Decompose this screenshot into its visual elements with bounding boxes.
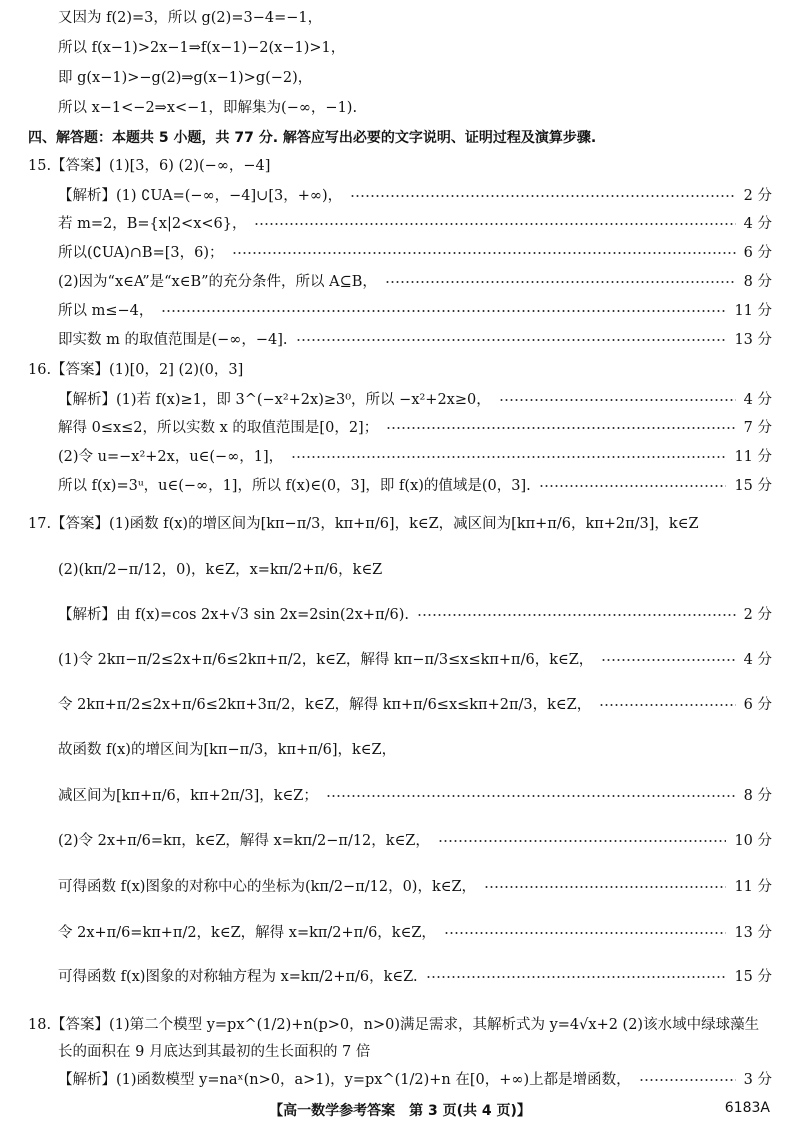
leader-dots [444,932,727,934]
leader-dots [601,659,735,661]
solution-line: (2)令 2x+π/6=kπ，k∈Z，解得 x=kπ/2−π/12，k∈Z， 10 分 [58,833,772,849]
document-code: 6183A [724,1100,770,1116]
leader-dots [539,485,727,487]
leader-dots [484,886,726,888]
score: 4 分 [743,652,772,668]
leader-dots [291,456,726,458]
solution-line: 所以 f(x)=3ᵘ，u∈(−∞，1]，所以 f(x)∈(0，3]，即 f(x)的值域是(0，3]. 15 分 [58,478,772,494]
score: 13 分 [734,332,772,348]
score: 11 分 [734,303,772,319]
score: 11 分 [734,879,772,895]
solution-line: 【解析】(1) ∁UA=(−∞，−4]∪[3，+∞)， 2 分 [58,188,772,204]
score: 11 分 [734,449,772,465]
answer-line: (2)(kπ/2−π/12，0)，k∈Z，x=kπ/2+π/6，k∈Z [58,562,383,578]
answer-line-q17: 17.【答案】(1)函数 f(x)的增区间为[kπ−π/3，kπ+π/6]，k∈Z，减区间为[kπ+π/6，kπ+2π/3]，k∈Z [28,516,699,532]
score: 4 分 [743,392,772,408]
solution-line: 可得函数 f(x)图象的对称中心的坐标为(kπ/2−π/12，0)，k∈Z， 11 分 [58,879,772,895]
leader-dots [426,976,727,978]
score: 10 分 [734,833,772,849]
solution-line: 故函数 f(x)的增区间为[kπ−π/3，kπ+π/6]，k∈Z， [58,742,397,758]
score: 7 分 [743,420,772,436]
solution-line: 即实数 m 的取值范围是(−∞，−4]. 13 分 [58,332,772,348]
answer-line-q16: 16.【答案】(1)[0，2] (2)(0，3] [28,362,244,378]
footer-title: 【高一数学参考答案 第 3 页(共 4 页)】 [269,1103,531,1119]
solution-line: 又因为 f(2)=3，所以 g(2)=3−4=−1， [58,10,323,26]
solution-line: (2)因为“x∈A”是“x∈B”的充分条件，所以 A⊆B， 8 分 [58,274,772,290]
score: 6 分 [743,245,772,261]
leader-dots [385,281,736,283]
score: 2 分 [743,607,772,623]
solution-line: (1)令 2kπ−π/2≤2x+π/6≤2kπ+π/2，k∈Z，解得 kπ−π/3≤x≤kπ+π/6，k∈Z， 4 分 [58,652,772,668]
score: 15 分 [734,969,772,985]
solution-line: 减区间为[kπ+π/6，kπ+2π/3]，k∈Z； 8 分 [58,788,772,804]
solution-line: 所以(∁UA)∩B=[3，6)； 6 分 [58,245,772,261]
solution-line: (2)令 u=−x²+2x，u∈(−∞，1]， 11 分 [58,449,772,465]
leader-dots [350,195,736,197]
score: 4 分 [743,216,772,232]
leader-dots [499,399,736,401]
leader-dots [417,614,736,616]
score: 15 分 [734,478,772,494]
solution-line: 所以 f(x−1)>2x−1⇒f(x−1)−2(x−1)>1， [58,40,346,56]
solution-line: 解得 0≤x≤2，所以实数 x 的取值范围是[0，2]； 7 分 [58,420,772,436]
score: 8 分 [743,274,772,290]
solution-line: 【解析】(1)若 f(x)≥1，即 3^(−x²+2x)≥3⁰，所以 −x²+2x≥0， 4 分 [58,392,772,408]
answer-line-q15: 15.【答案】(1)[3，6) (2)(−∞，−4] [28,158,271,174]
solution-line: 所以 x−1<−2⇒x<−1，即解集为(−∞，−1). [58,100,358,116]
answer-line: 长的面积在 9 月底达到其最初的生长面积的 7 倍 [58,1044,371,1060]
leader-dots [296,339,727,341]
solution-line: 令 2x+π/6=kπ+π/2，k∈Z，解得 x=kπ/2+π/6，k∈Z， 13 分 [58,925,772,941]
solution-line: 令 2kπ+π/2≤2x+π/6≤2kπ+3π/2，k∈Z，解得 kπ+π/6≤x≤kπ+2π/3，k∈Z， 6 分 [58,697,772,713]
leader-dots [326,795,736,797]
score: 2 分 [743,188,772,204]
leader-dots [232,252,736,254]
solution-line: 即 g(x−1)>−g(2)⇒g(x−1)>g(−2)， [58,70,313,86]
leader-dots [639,1079,736,1081]
solution-line: 可得函数 f(x)图象的对称轴方程为 x=kπ/2+π/6，k∈Z. 15 分 [58,969,772,985]
leader-dots [161,310,726,312]
solution-line: 【解析】(1)函数模型 y=naˣ(n>0，a>1)，y=px^(1/2)+n 在[0，+∞)上都是增函数， 3 分 [58,1072,772,1088]
score: 13 分 [734,925,772,941]
leader-dots [386,427,735,429]
leader-dots [254,223,735,225]
page-footer [0,1100,800,1124]
leader-dots [438,840,727,842]
section-heading: 四、解答题：本题共 5 小题，共 77 分. 解答应写出必要的文字说明、证明过程及演算步骤. [28,130,597,146]
score: 8 分 [743,788,772,804]
answer-line-q18: 18.【答案】(1)第二个模型 y=px^(1/2)+n(p>0，n>0)满足需求，其解析式为 y=4√x+2 (2)该水域中绿球藻生 [28,1017,760,1033]
leader-dots [599,704,735,706]
solution-line: 所以 m≤−4， 11 分 [58,303,772,319]
solution-line: 【解析】由 f(x)=cos 2x+√3 sin 2x=2sin(2x+π/6). 2 分 [58,607,772,623]
solution-line: 若 m=2，B={x|2<x<6}， 4 分 [58,216,772,232]
score: 6 分 [743,697,772,713]
score: 3 分 [743,1072,772,1088]
